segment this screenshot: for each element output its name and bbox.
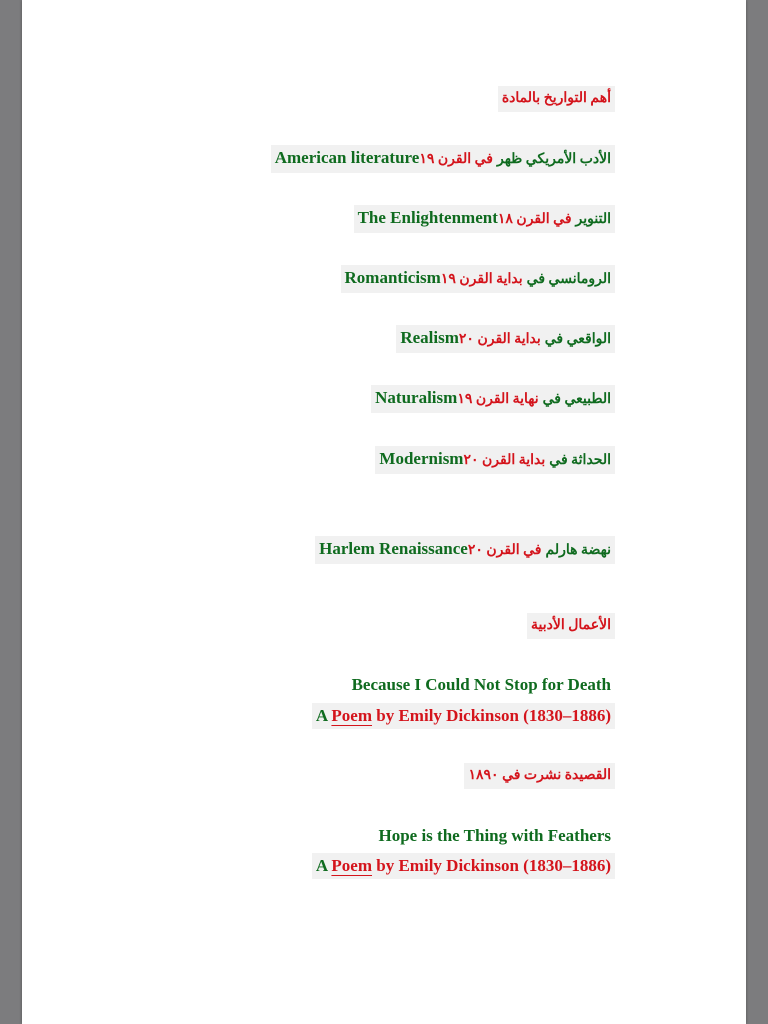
dates-heading: أهم التواريخ بالمادة: [498, 86, 615, 112]
works-heading: الأعمال الأدبية: [527, 613, 615, 639]
work-1-publication-note: القصيدة نشرت في ١٨٩٠: [464, 763, 615, 789]
work-1-byline-text: A Poem by Emily Dickinson (1830–1886): [315, 706, 611, 725]
date-row-harlem-renaissance: Harlem Renaissance نهضة هارلم في القرن ٢٠: [315, 536, 615, 564]
work-2-title: Hope is the Thing with Feathers: [378, 826, 611, 845]
work-2-byline-text: A Poem by Emily Dickinson (1830–1886): [315, 856, 611, 875]
date-row-enlightenment: The Enlightenment التنوير في القرن ١٨: [354, 205, 615, 233]
date-row-american-literature: American literature الأدب الأمريكي ظهر في القرن ١٩: [271, 145, 615, 173]
date-row-modernism: Modernism الحداثة في بداية القرن ٢٠: [375, 446, 615, 474]
date-row-romanticism: Romanticism الرومانسي في بداية القرن ١٩: [341, 265, 615, 293]
work-1-title: Because I Could Not Stop for Death: [351, 675, 611, 694]
date-row-realism: Realism الواقعي في بداية القرن ٢٠: [396, 325, 615, 353]
work-2-byline: [312, 853, 615, 879]
date-row-naturalism: Naturalism الطبيعي في نهاية القرن ١٩: [371, 385, 615, 413]
work-1-byline: [312, 703, 615, 729]
document-page: [22, 0, 746, 1024]
